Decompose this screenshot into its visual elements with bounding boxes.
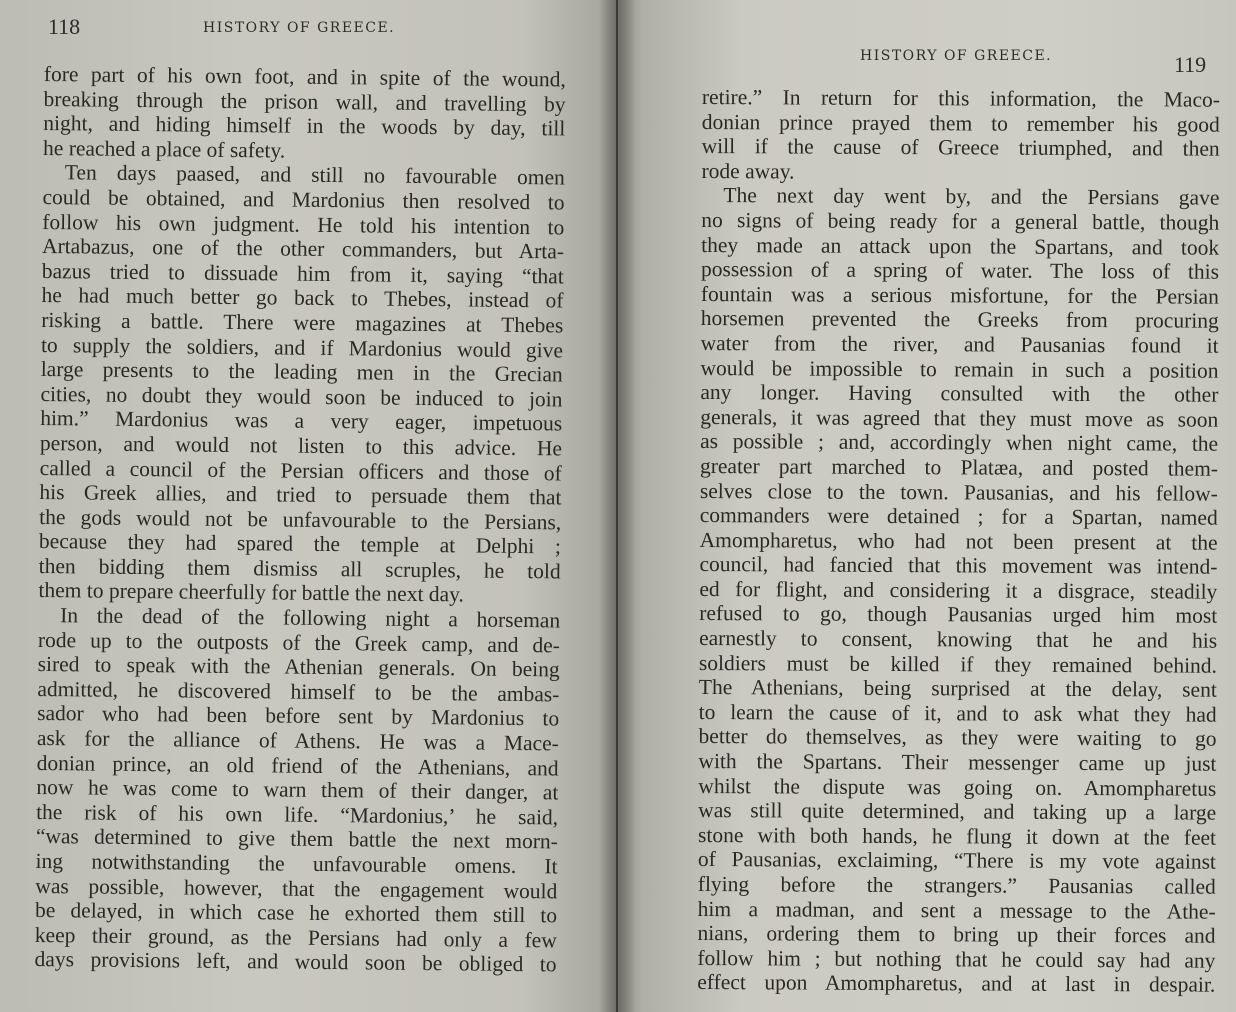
text-line: “was determined to give them battle the next morn- (35, 824, 558, 854)
text-line: admitted, he discovered himself to be the ambas- (37, 676, 560, 707)
text-line: greater part marched to Platæa, and posted them- (699, 453, 1219, 481)
text-line: donian prince prayed them to remember his good (701, 109, 1220, 137)
text-line: now he was come to warn them of their danger, at (36, 775, 559, 805)
text-line: follow his own judgment. He told his intention to (42, 209, 565, 240)
text-line: he reached a place of safety. (42, 135, 286, 163)
text-line: whilst the dispute was going on. Amompharetus (698, 773, 1217, 801)
text-line: generals, it was agreed that they must move as soon (700, 404, 1219, 432)
text-line: possession of a spring of water. The loss of this (700, 257, 1220, 284)
text-line: ing notwithstanding the unfavourable omens. It (35, 848, 558, 879)
left-page-body (34, 62, 566, 977)
text-line: fore part of his own foot, and in spite of the wound, (43, 62, 566, 92)
text-line: water from the river, and Pausanias found it (700, 330, 1219, 358)
text-line: to supply the soldiers, and if Mardonius would give (40, 332, 564, 362)
text-line: sador who had been before sent by Mardonius to (37, 701, 560, 731)
text-line: rode up to the outposts of the Greek camp, and de- (37, 627, 561, 658)
text-line: will if the cause of Greece triumphed, and then (701, 134, 1220, 161)
text-line: was possible, however, that the engagement would (35, 873, 558, 904)
text-line: risking a battle. There were magazines at Thebes (41, 307, 564, 338)
text-line: breaking through the prison wall, and travelling by (43, 86, 566, 117)
text-line: because they had spared the temple at Delphi ; (38, 529, 562, 559)
text-line: fountain was a serious misfortune, for the Persian (700, 281, 1219, 309)
text-line: his Greek allies, and tried to persuade them that (39, 480, 562, 510)
text-line: days provisions left, and would soon be obliged to (34, 947, 557, 977)
text-line: follow him ; but nothing that he could say had any (697, 945, 1216, 973)
text-line: sired to speak with the Athenian generals. On being (37, 652, 560, 682)
text-line: ask for the alliance of Athens. He was a Mace- (36, 725, 560, 756)
text-line: nians, ordering them to bring up their forces and (697, 921, 1216, 948)
right-page-number: 119 (1174, 52, 1207, 77)
text-line: donian prince, an old friend of the Athenians, and (36, 750, 559, 781)
text-line: the gods would not be unfavourable to the Persians, (39, 504, 562, 535)
text-line: refused to go, though Pausanias urged him most (699, 601, 1218, 629)
text-line: could be obtained, and Mardonius then resolved to (42, 184, 565, 215)
left-page-number: 118 (48, 14, 81, 39)
text-line: commanders were detained ; for a Spartan, named (699, 503, 1218, 530)
text-line: as possible ; and, accordingly when night came, the (700, 429, 1219, 457)
text-line: him a madman, and sent a message to the Athe- (697, 896, 1216, 924)
text-line: better do themselves, as they were waiting to go (698, 724, 1217, 752)
text-line: earnestly to consent, knowing that he and his (699, 626, 1218, 653)
left-page (0, 0, 616, 1012)
text-line: ed for flight, and considering it a disgrace, steadily (699, 576, 1218, 604)
text-line: retire.” In return for this information, the Maco- (701, 85, 1220, 112)
text-line: to learn the cause of it, and to ask what they had (698, 699, 1217, 727)
text-line: The Athenians, being surprised at the delay, sent (698, 675, 1217, 702)
text-line: selves close to the town. Pausanias, and his fellow- (699, 478, 1218, 506)
text-line: would be impossible to remain in such a position (700, 355, 1219, 383)
right-page-body (697, 85, 1220, 998)
text-line: stone with both hands, he flung it down at the feet (698, 822, 1217, 850)
text-line: with the Spartans. Their messenger came up just (698, 749, 1217, 776)
right-running-head: HISTORY OF GREECE. (860, 48, 1053, 64)
text-line: The next day went by, and the Persians gave (723, 183, 1220, 211)
text-line: flying before the strangers.” Pausanias called (697, 871, 1216, 899)
text-line: no signs of being ready for a general battle, though (701, 207, 1220, 235)
text-line: soldiers must be killed if they remained behind. (698, 650, 1218, 678)
text-line: of Pausanias, exclaiming, “There is my vote against (697, 847, 1217, 875)
text-line: In the dead of the following night a horseman (60, 603, 561, 633)
text-line: effect upon Amompharetus, and at last in despair. (697, 970, 1216, 998)
text-line: then bidding them dismiss all scruples, he told (38, 553, 561, 584)
text-line: keep their ground, as the Persians had only a few (34, 922, 557, 953)
right-page (618, 0, 1236, 1012)
text-line: horsemen prevented the Greeks from procuring (700, 306, 1219, 334)
text-line: any longer. Having consulted with the other (700, 380, 1219, 407)
text-line: night, and hiding himself in the woods by day, till (43, 111, 566, 141)
text-line: bazus tried to dissuade him from it, saying “that (41, 258, 564, 289)
text-line: cities, no doubt they would soon be induced to join (40, 381, 563, 412)
text-line: large presents to the leading men in the Grecian (40, 357, 563, 387)
text-line: council, had fancied that this movement was intend- (699, 552, 1218, 579)
text-line: they made an attack upon the Spartans, and took (701, 232, 1220, 260)
text-line: called a council of the Persian officers and those of (39, 455, 562, 485)
text-line: he had much better go back to Thebes, instead of (41, 283, 564, 313)
text-line: the risk of his own life. “Mardonius,’ he said, (36, 799, 559, 830)
text-line: him.” Mardonius was a very eager, impetuous (40, 406, 563, 436)
text-line: Artabazus, one of the other commanders, but Arta- (41, 234, 565, 264)
text-line: Amompharetus, who had not been present at the (699, 527, 1218, 555)
text-line: rode away. (701, 158, 795, 184)
text-line: person, and would not listen to this advice. He (39, 430, 563, 461)
text-line: them to prepare cheerfully for battle the next day. (38, 578, 465, 607)
left-running-head: HISTORY OF GREECE. (203, 20, 396, 36)
text-line: was still quite determined, and taking up a large (698, 798, 1217, 825)
text-line: Ten days paased, and still no favourable omen (64, 160, 565, 190)
text-line: be delayed, in which case he exhorted them still to (34, 898, 558, 928)
